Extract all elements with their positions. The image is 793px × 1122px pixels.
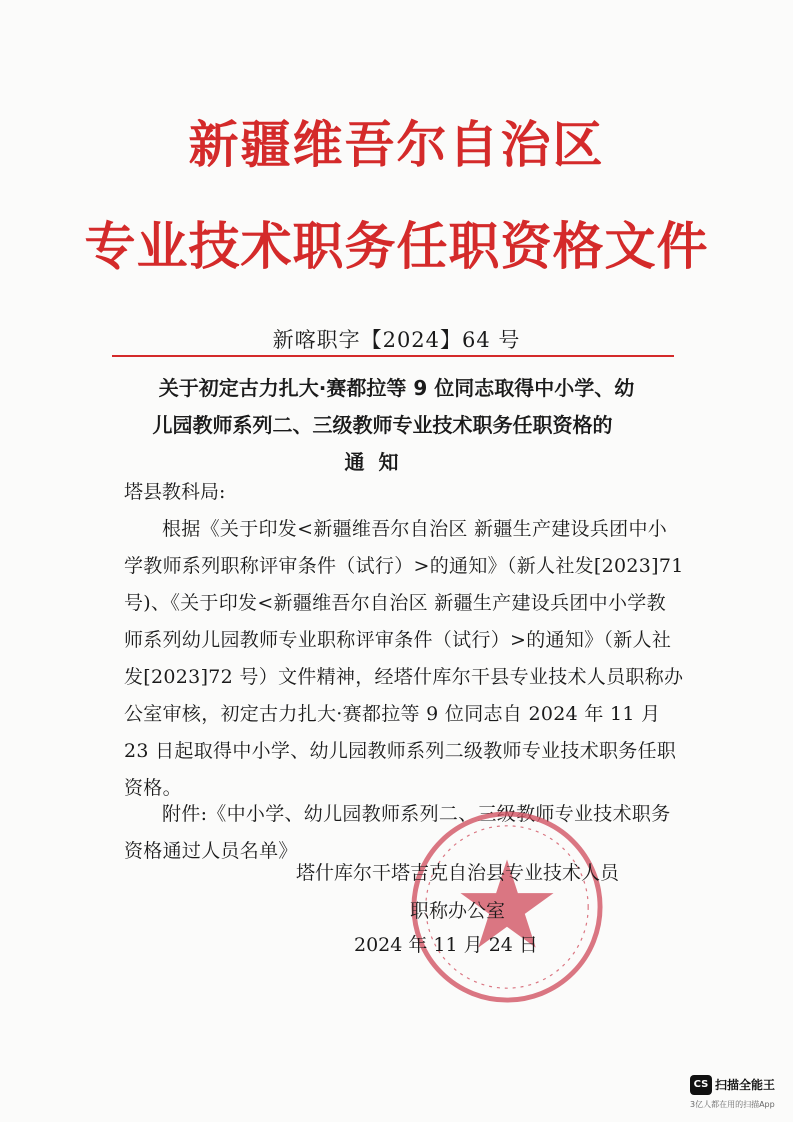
notice-title-line-2: 儿园教师系列二、三级教师专业技术职务任职资格的 (152, 413, 613, 437)
signature-organization: 塔什库尔干塔吉克自治县专业技术人员 (296, 862, 620, 884)
body-paragraph: 根据《关于印发<新疆维吾尔自治区 新疆生产建设兵团中小学教师系列职称评审条件（试行）>的通知》（新人社发[2023]71 号)、《关于印发<新疆维吾尔自治区 新疆生产建设兵团中小学教师系列幼儿园教师专业职称评审条件（试行）>的通知》（新人社发[2023]72 号）文件精神，经塔什库尔干县专业技术人员职称办公室审核，初定古力扎大·赛都拉等 9 位同志自 2024 年 11 月 23 日起取得中小学、幼儿园教师系列二级教师专业技术职务任职资格。 (124, 518, 684, 799)
header-title-region: 新疆维吾尔自治区 (188, 116, 605, 174)
scanner-watermark (690, 1073, 790, 1113)
attachment-note: 附件:《中小学、幼儿园教师系列二、三级教师专业技术职务资格通过人员名单》 (124, 803, 671, 862)
salutation: 塔县教科局: (124, 481, 226, 503)
signature-date: 2024 年 11 月 24 日 (354, 934, 538, 956)
red-divider (112, 355, 674, 357)
watermark-slogan: 3亿人都在用的扫描App (690, 1100, 775, 1109)
notice-title-line-3: 通知 (344, 450, 413, 474)
notice-title-line-1: 关于初定古力扎大·赛都拉等 9 位同志取得中小学、幼 (158, 376, 635, 400)
watermark-brand: 扫描全能王 (715, 1078, 776, 1092)
document-number: 新喀职字【2024】64 号 (272, 328, 521, 352)
header-title-document-type: 专业技术职务任职资格文件 (84, 218, 709, 277)
camscanner-logo-icon: CS (690, 1075, 712, 1095)
signature-office: 职称办公室 (410, 900, 506, 922)
